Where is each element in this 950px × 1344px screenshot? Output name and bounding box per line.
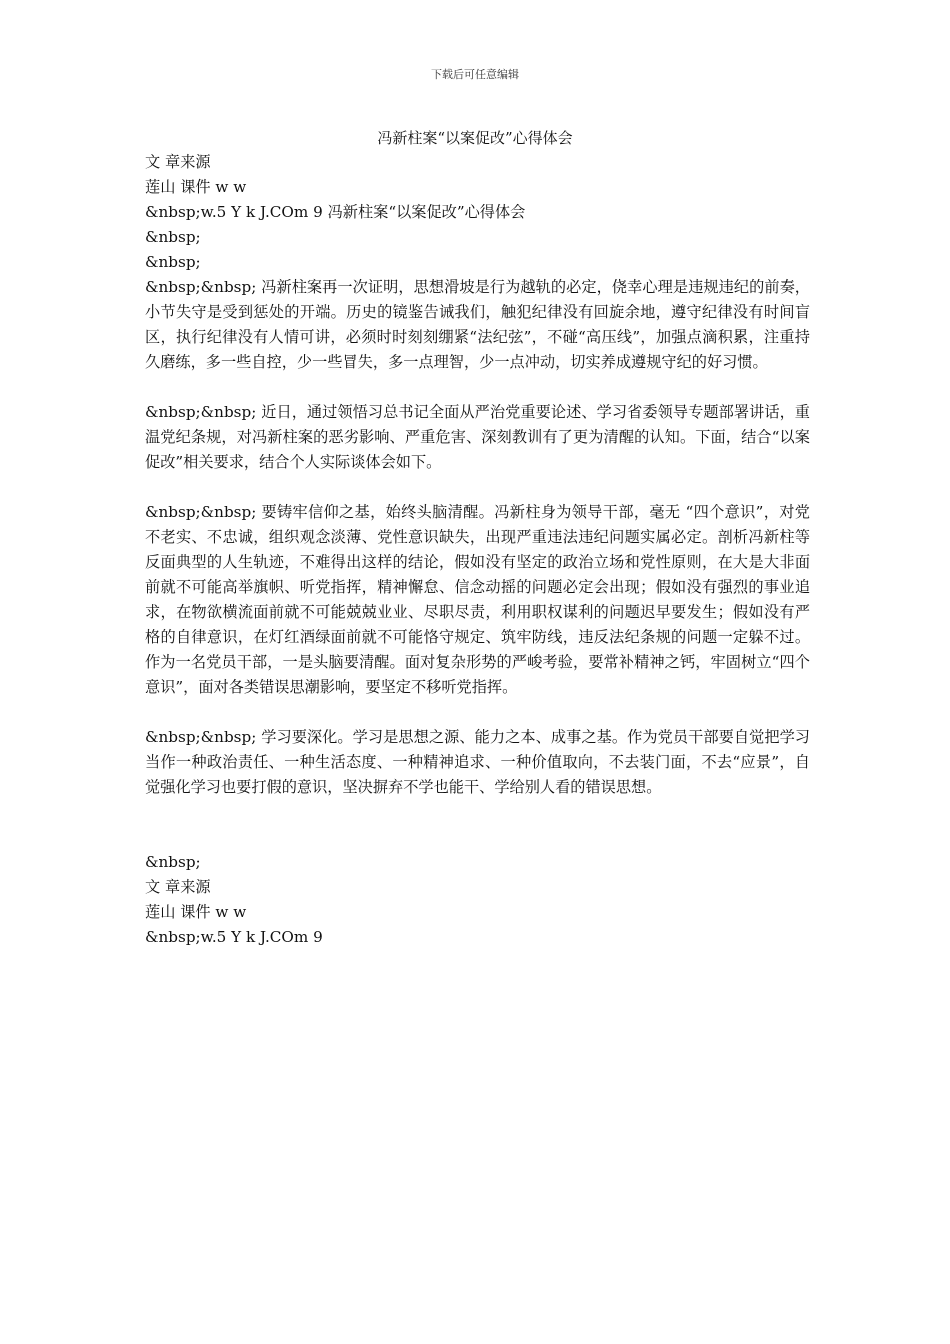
- nbsp-line: &nbsp;: [145, 253, 201, 271]
- source-label: 文 章来源: [145, 878, 211, 896]
- page-header: 下载后可任意编辑: [431, 68, 519, 81]
- source-site: 莲山 课件 w w: [145, 178, 247, 196]
- paragraph: &nbsp;&nbsp; 学习要深化。学习是思想之源、能力之本、成事之基。作为党员干部要自觉把学习当作一种政治责任、一种生活态度、一种精神追求、一种价值取向，不去装门面，不去“应景”，自觉强化学习也要打假的意识，坚决摒弃不学也能干、学给别人看的错误思想。: [145, 728, 810, 796]
- paragraph-gap: [145, 800, 810, 850]
- paragraph: &nbsp;&nbsp; 要铸牢信仰之基，始终头脑清醒。冯新柱身为领导干部，毫无 “四个意识”，对党不老实、不忠诚，组织观念淡薄、党性意识缺失，出现严重违法违纪问题实属必定。剖析冯新柱等反面典型的人生轨迹，不难得出这样的结论，假如没有坚定的政治立场和党性原则，在大是大非面前就不可能高举旗帜、听党指挥，精神懈怠、信念动摇的问题必定会出现；假如没有强烈的事业追求，在物欲横流面前就不可能兢兢业业、尽职尽责，利用职权谋利的问题迟早要发生；假如没有严格的自律意识，在灯红酒绿面前就不可能恪守规定、筑牢防线，违反法纪条规的问题一定躲不过。作为一名党员干部，一是头脑要清醒。面对复杂形势的严峻考验，要常补精神之钙，牢固树立“四个意识”，面对各类错误思潮影响，要坚定不移听党指挥。: [145, 503, 810, 696]
- paragraph-gap: [145, 475, 810, 500]
- paragraph-gap: [145, 700, 810, 725]
- source-label: 文 章来源: [145, 153, 211, 171]
- source-url: &nbsp;w.5 Y k J.COm 9: [145, 928, 323, 946]
- paragraph-gap: [145, 375, 810, 400]
- document-body: [145, 150, 810, 950]
- document-title: 冯新柱案“以案促改”心得体会: [377, 129, 573, 147]
- nbsp-line: &nbsp;: [145, 853, 201, 871]
- source-site: 莲山 课件 w w: [145, 903, 247, 921]
- nbsp-line: &nbsp;: [145, 228, 201, 246]
- paragraph: &nbsp;&nbsp; 冯新柱案再一次证明，思想滑坡是行为越轨的必定，侥幸心理是违规违纪的前奏，小节失守是受到惩处的开端。历史的镜鉴告诫我们，触犯纪律没有回旋余地，遵守纪律没有时间盲区，执行纪律没有人情可讲，必须时时刻刻绷紧“法纪弦”，不碰“高压线”，加强点滴积累，注重持久磨练，多一些自控，少一些冒失，多一点理智，少一点冲动，切实养成遵规守纪的好习惯。: [145, 278, 810, 371]
- paragraph: &nbsp;&nbsp; 近日，通过领悟习总书记全面从严治党重要论述、学习省委领导专题部署讲话，重温党纪条规，对冯新柱案的恶劣影响、严重危害、深刻教训有了更为清醒的认知。下面，结合“以案促改”相关要求，结合个人实际谈体会如下。: [145, 403, 810, 471]
- source-url-title: &nbsp;w.5 Y k J.COm 9 冯新柱案“以案促改”心得体会: [145, 203, 526, 221]
